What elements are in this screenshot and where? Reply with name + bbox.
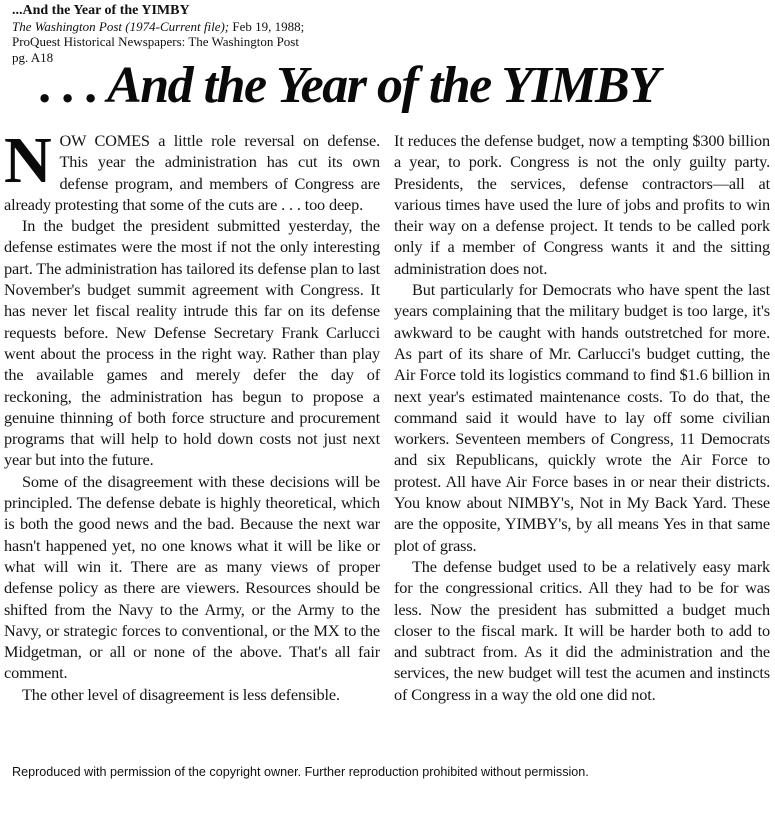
citation-source-line [12, 19, 352, 35]
paragraph: It reduces the defense budget, now a tempting $300 billion a year, to pork. Congress is not the only guilty party. Presidents, the services, defense contractors—all at various times have used the lure of jobs and profits to win their way on a defense project. It tends to be called pork only if a member of Congress wants it and the sitting administration does not. [394, 131, 770, 278]
paragraph: But particularly for Democrats who have spent the last years complaining that the military budget is too large, it's awkward to be caught with hands outstretched for more. As part of its share of Mr. Carlucci's budget cutting, the Air Force told its logistics command to find $1.6 billion in next year's estimated maintenance costs. To do that, the command said it would have to lay off some civilian workers. Seventeen members of Congress, 11 Democrats and six Republicans, quickly wrote the Air Force to protest. All have Air Force bases in or near their districts. You know about NIMBY's, Not in My Back Yard. These are the opposite, YIMBY's, by all means Yes in that same plot of grass. [394, 280, 770, 555]
paragraph-text: OW COMES a little role reversal on defense. This year the administration has cut its own defense program, and members of Congress are already protesting that some of the cuts are . . . too deep. [4, 131, 380, 214]
copyright-notice: Reproduced with permission of the copyright owner. Further reproduction prohibited without permission. [12, 765, 589, 779]
citation-database: ProQuest Historical Newspapers: The Washington Post [12, 34, 299, 49]
paragraph: The other level of disagreement is less defensible. [22, 684, 340, 704]
left-column [4, 124, 380, 705]
paragraph: In the budget the president submitted yesterday, the defense estimates were the most if not the only interesting part. The administration has tailored its defense plan to last November's budget summit agreement with Congress. It has never let fiscal reality intrude this far on its defense requests before. New Defense Secretary Frank Carlucci went about the process in the right way. Rather than play the available games and merely defer the day of reckoning, the administration has begun to propose a genuine thinning of both force structure and procurement programs that will help to hold down costs not just next year but into the future. [4, 216, 380, 470]
citation-date: Feb 19, 1988; [229, 18, 305, 34]
article-headline: . . . And the Year of the YIMBY [40, 57, 659, 114]
citation-page: pg. A18 [12, 49, 54, 65]
article-body [2, 124, 773, 802]
citation-title: ...And the Year of the YIMBY [12, 3, 190, 18]
paragraph [4, 124, 380, 215]
right-column [394, 130, 770, 705]
paragraph: The defense budget used to be a relatively easy mark for the congressional critics. All they had to be for was less. Now the president has submitted a budget much closer to the fiscal mark. It will be harder both to add to and subtract from. As it did the administration and the services, the new budget will test the acumen and instincts of Congress in a way the old one did not. [394, 556, 770, 704]
citation-source: The Washington Post (1974-Current file); [12, 18, 230, 34]
paragraph: Some of the disagreement with these decisions will be principled. The defense debate is highly theoretical, which is both the good news and the bad. Because the next war hasn't happened yet, no one knows what it will be like or what will win it. There are as many views of proper defense policy as there are viewers. Resources should be shifted from the Navy to the Army, or the Army to the Navy, or strategic forces to conventional, or the MX to the Midgetman, or all or none of the above. That's all fair comment. [4, 471, 380, 683]
drop-cap: N [4, 124, 52, 197]
